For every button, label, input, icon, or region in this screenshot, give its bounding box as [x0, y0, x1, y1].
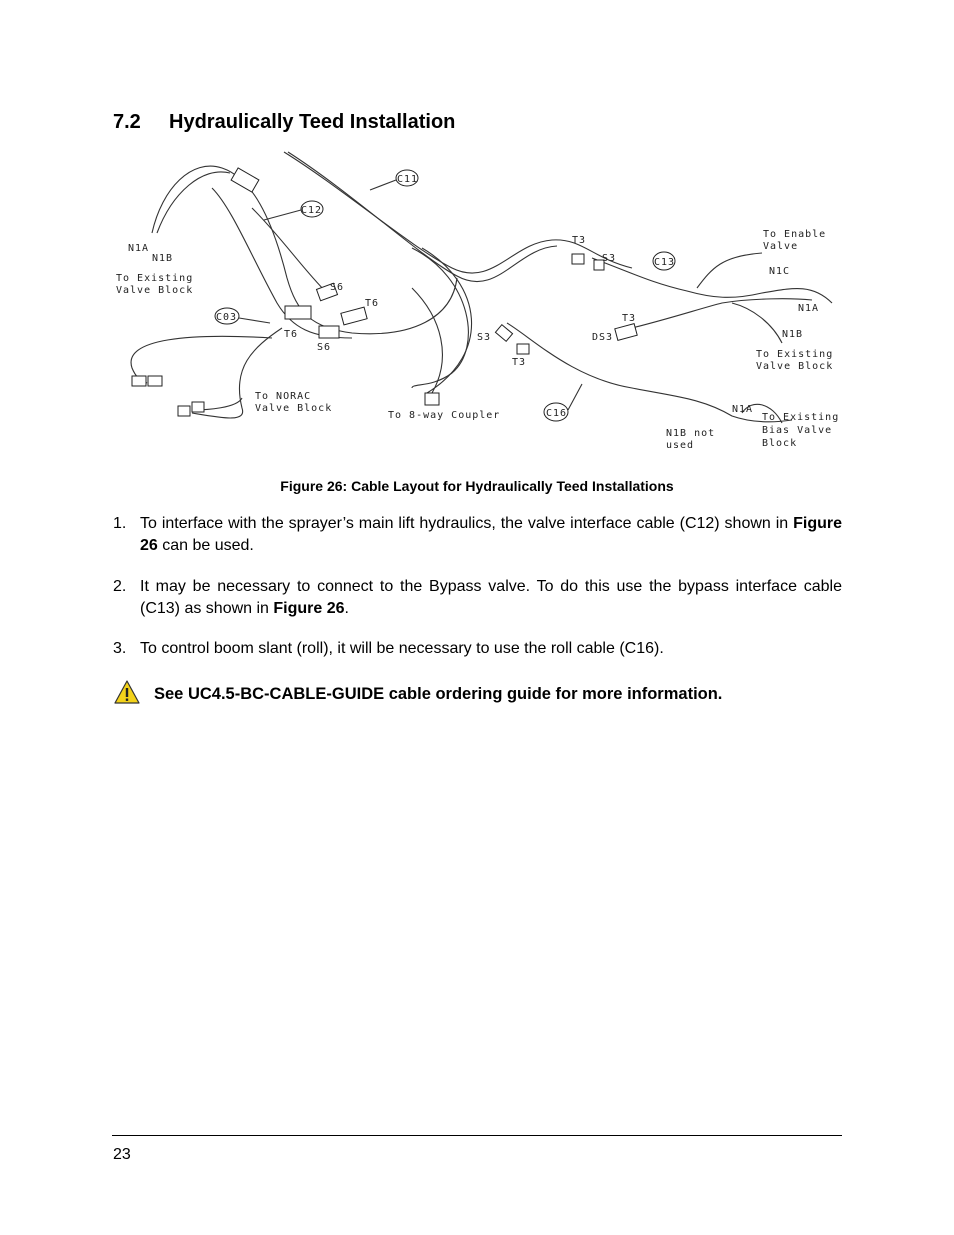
section-number: 7.2	[113, 111, 141, 133]
callout-c11: C11	[397, 174, 419, 185]
list-item-text: It may be necessary to connect to the Bypass valve. To do this use the bypass interface cable (C13) as shown in	[140, 578, 842, 617]
callout-c13: C13	[654, 257, 676, 268]
label-n1a-left: N1A	[128, 243, 150, 254]
label-n1b-right: N1B	[782, 329, 804, 340]
label-s6-bottom: S6	[317, 342, 332, 353]
section-heading	[113, 111, 455, 134]
figure-caption: Figure 26: Cable Layout for Hydraulically Teed Installations	[280, 478, 674, 494]
label-to-8way: To 8-way Coupler	[388, 410, 501, 421]
label-n1b-left: N1B	[152, 253, 174, 264]
label-to-existing-left-2: Valve Block	[116, 285, 194, 296]
label-t6-left: T6	[284, 329, 299, 340]
footer-divider	[112, 1135, 842, 1136]
label-to-enable-1: To Enable	[763, 229, 827, 240]
label-to-existing-left-1: To Existing	[116, 273, 194, 284]
list-item-number: 2.	[113, 578, 127, 595]
warning-note	[113, 679, 842, 709]
page-number: 23	[113, 1146, 131, 1163]
list-item-text: To interface with the sprayer’s main lift hydraulics, the valve interface cable (C12) shown in	[140, 515, 794, 532]
list-item	[113, 638, 842, 660]
label-n1b-not-2: used	[666, 440, 695, 451]
list-item	[113, 513, 842, 557]
warning-icon	[113, 679, 141, 705]
figure-reference: Figure 26	[140, 515, 842, 554]
cable-layout-figure	[112, 148, 842, 473]
section-title: Hydraulically Teed Installation	[169, 111, 456, 133]
label-to-norac-1: To NORAC	[255, 391, 312, 402]
label-n1c: N1C	[769, 266, 791, 277]
label-s6-top: S6	[330, 282, 345, 293]
list-item-number: 3.	[113, 640, 127, 657]
callout-c12: C12	[301, 205, 323, 216]
label-s3-top: S3	[602, 253, 617, 264]
warning-text: See UC4.5-BC-CABLE-GUIDE cable ordering guide for more information.	[154, 685, 723, 703]
list-item-text: To control boom slant (roll), it will be necessary to use the roll cable (C16).	[140, 640, 664, 657]
label-to-bias-1: To Existing	[762, 412, 840, 423]
label-t3-top: T3	[572, 235, 587, 246]
label-s3-low: S3	[477, 332, 492, 343]
label-to-enable-2: Valve	[763, 241, 799, 252]
label-to-norac-2: Valve Block	[255, 403, 333, 414]
label-t3-low: T3	[512, 357, 527, 368]
label-t6-right: T6	[365, 298, 380, 309]
list-item-text-end: can be used.	[157, 537, 254, 554]
label-to-bias-2: Bias Valve	[762, 425, 833, 436]
label-ds3: DS3	[592, 332, 614, 343]
label-t3-mid: T3	[622, 313, 637, 324]
list-item-text-end: .	[344, 600, 349, 617]
figure-reference: Figure 26	[273, 600, 345, 617]
label-n1a-bottom: N1A	[732, 404, 754, 415]
label-to-existing-right-2: Valve Block	[756, 361, 834, 372]
list-item-number: 1.	[113, 515, 127, 532]
label-n1a-right: N1A	[798, 303, 820, 314]
list-item	[113, 576, 842, 620]
label-n1b-not-1: N1B not	[666, 428, 716, 439]
callout-c03: C03	[216, 312, 238, 323]
label-to-existing-right-1: To Existing	[756, 349, 834, 360]
callout-c16: C16	[546, 408, 568, 419]
label-to-bias-3: Block	[762, 438, 798, 449]
